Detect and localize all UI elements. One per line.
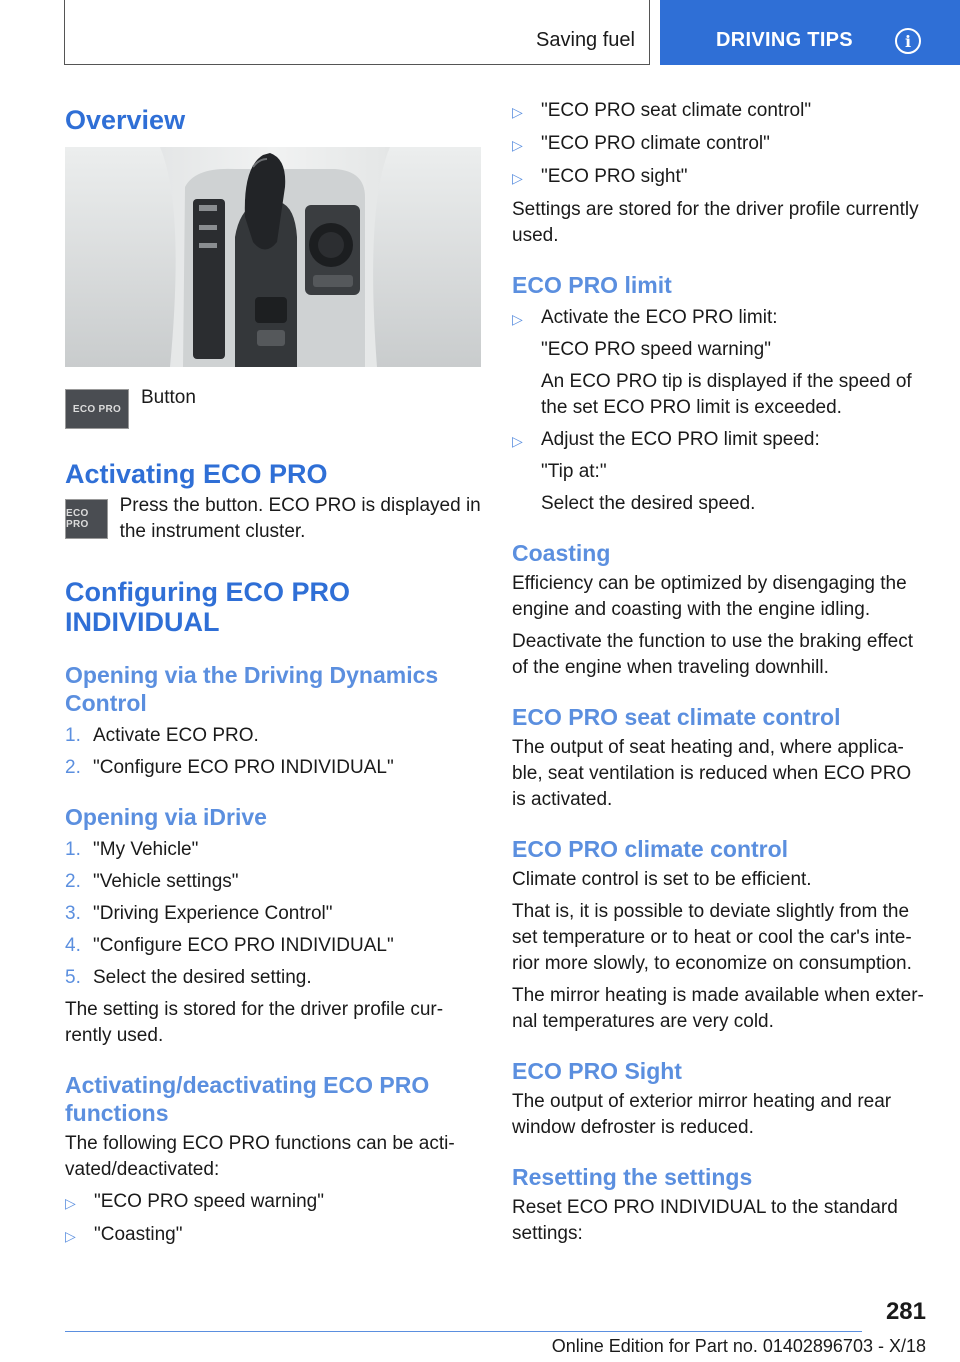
climate-text-2: That is, it is possible to deviate slightly from the set temperature or to heat or cool the car's inte‐rior more slowly, to economize on consumption. bbox=[512, 901, 912, 974]
sight-text: The output of exterior mirror heating and rear window defroster is reduced. bbox=[512, 1091, 892, 1138]
list-item: 4. "Configure ECO PRO INDIVIDUAL" bbox=[65, 935, 394, 956]
configuring-heading: Configuring ECO PRO INDIVIDUAL bbox=[65, 577, 350, 637]
list-item: 5. Select the desired setting. bbox=[65, 967, 312, 988]
list-item: 2. "Vehicle settings" bbox=[65, 871, 239, 892]
eco-pro-button-icon: ECO PRO bbox=[65, 499, 108, 539]
activating-row bbox=[65, 493, 481, 545]
button-row bbox=[65, 389, 481, 429]
seat-climate-heading: ECO PRO seat climate control bbox=[512, 704, 841, 730]
idrive-heading: Opening via iDrive bbox=[65, 804, 267, 830]
functions-heading: Activating/deactivating ECO PRO functions bbox=[65, 1072, 430, 1126]
header-chapter-tab[interactable] bbox=[660, 0, 960, 65]
sight-heading: ECO PRO Sight bbox=[512, 1058, 682, 1084]
activating-text: Press the button. ECO PRO is displayed in the instrument cluster. bbox=[119, 495, 481, 542]
ddc-heading: Opening via the Driving Dynamics Control bbox=[65, 662, 439, 716]
reset-heading: Resetting the settings bbox=[512, 1164, 753, 1190]
list-item: ▷ "ECO PRO speed warning" bbox=[65, 1189, 481, 1216]
coasting-heading: Coasting bbox=[512, 540, 611, 566]
climate-heading: ECO PRO climate control bbox=[512, 836, 789, 862]
page-number: 281 bbox=[885, 1298, 926, 1325]
header-chapter-title: DRIVING TIPS bbox=[716, 29, 853, 51]
list-item: ▷ "ECO PRO seat climate control" bbox=[512, 98, 930, 125]
list-item: ▷ "ECO PRO sight" bbox=[512, 164, 930, 191]
list-item: ▷ "ECO PRO climate control" bbox=[512, 131, 930, 158]
list-item: ▷ Adjust the ECO PRO limit speed: "Tip at:" Select the desired speed. bbox=[512, 427, 930, 517]
info-icon[interactable]: i bbox=[895, 28, 921, 54]
idrive-steps-list bbox=[65, 837, 481, 991]
triangle-bullet-icon: ▷ bbox=[512, 104, 523, 120]
header-section-box bbox=[64, 0, 650, 65]
list-item: 1. "My Vehicle" bbox=[65, 839, 199, 860]
limit-heading: ECO PRO limit bbox=[512, 272, 672, 298]
list-item: 2. "Configure ECO PRO INDIVIDUAL" bbox=[65, 757, 394, 778]
ddc-steps-list bbox=[65, 723, 481, 781]
triangle-bullet-icon: ▷ bbox=[512, 311, 523, 327]
triangle-bullet-icon: ▷ bbox=[65, 1228, 76, 1244]
eco-pro-button-icon: ECO PRO bbox=[65, 389, 129, 429]
activating-heading: Activating ECO PRO bbox=[65, 459, 328, 489]
list-item: ▷ "Coasting" bbox=[65, 1222, 481, 1249]
list-item: 3. "Driving Experience Control" bbox=[65, 903, 333, 924]
coasting-text-1: Efficiency can be optimized by disengaging the engine and coasting with the engine idling. bbox=[512, 573, 907, 620]
list-item: 1. Activate ECO PRO. bbox=[65, 725, 259, 746]
triangle-bullet-icon: ▷ bbox=[512, 433, 523, 449]
functions-note: Settings are stored for the driver profile currently used. bbox=[512, 199, 919, 246]
coasting-text-2: Deactivate the function to use the braking effect of the engine when traveling downhill. bbox=[512, 631, 914, 678]
left-column bbox=[65, 100, 481, 1249]
climate-text-1: Climate control is set to be efficient. bbox=[512, 869, 812, 890]
center-console-illustration bbox=[65, 147, 481, 367]
right-column bbox=[512, 100, 930, 1247]
list-item: ▷ Activate the ECO PRO limit: "ECO PRO speed warning" An ECO PRO tip is displayed if the speed of the set ECO PRO limit is exceeded. bbox=[512, 305, 930, 421]
functions-list bbox=[65, 1189, 481, 1249]
climate-text-3: The mirror heating is made available when exter‐nal temperatures are very cold. bbox=[512, 985, 924, 1032]
triangle-bullet-icon: ▷ bbox=[65, 1195, 76, 1211]
functions-intro: The following ECO PRO functions can be acti‐vated/deactivated: bbox=[65, 1133, 455, 1180]
functions-list-continued bbox=[512, 98, 930, 191]
triangle-bullet-icon: ▷ bbox=[512, 137, 523, 153]
triangle-bullet-icon: ▷ bbox=[512, 170, 523, 186]
button-caption: Button bbox=[141, 387, 196, 408]
idrive-note: The setting is stored for the driver profile cur‐rently used. bbox=[65, 999, 444, 1046]
reset-text: Reset ECO PRO INDIVIDUAL to the standard settings: bbox=[512, 1197, 898, 1244]
footer-divider bbox=[65, 1331, 862, 1332]
overview-heading: Overview bbox=[65, 105, 186, 135]
header-section-title: Saving fuel bbox=[536, 29, 635, 51]
limit-list bbox=[512, 305, 930, 517]
footer-edition: Online Edition for Part no. 01402896703 - X/18 bbox=[551, 1336, 926, 1356]
center-console-photo bbox=[65, 147, 481, 367]
seat-climate-text: The output of seat heating and, where applica‐ble, seat ventilation is reduced when ECO PRO is activated. bbox=[512, 737, 912, 810]
